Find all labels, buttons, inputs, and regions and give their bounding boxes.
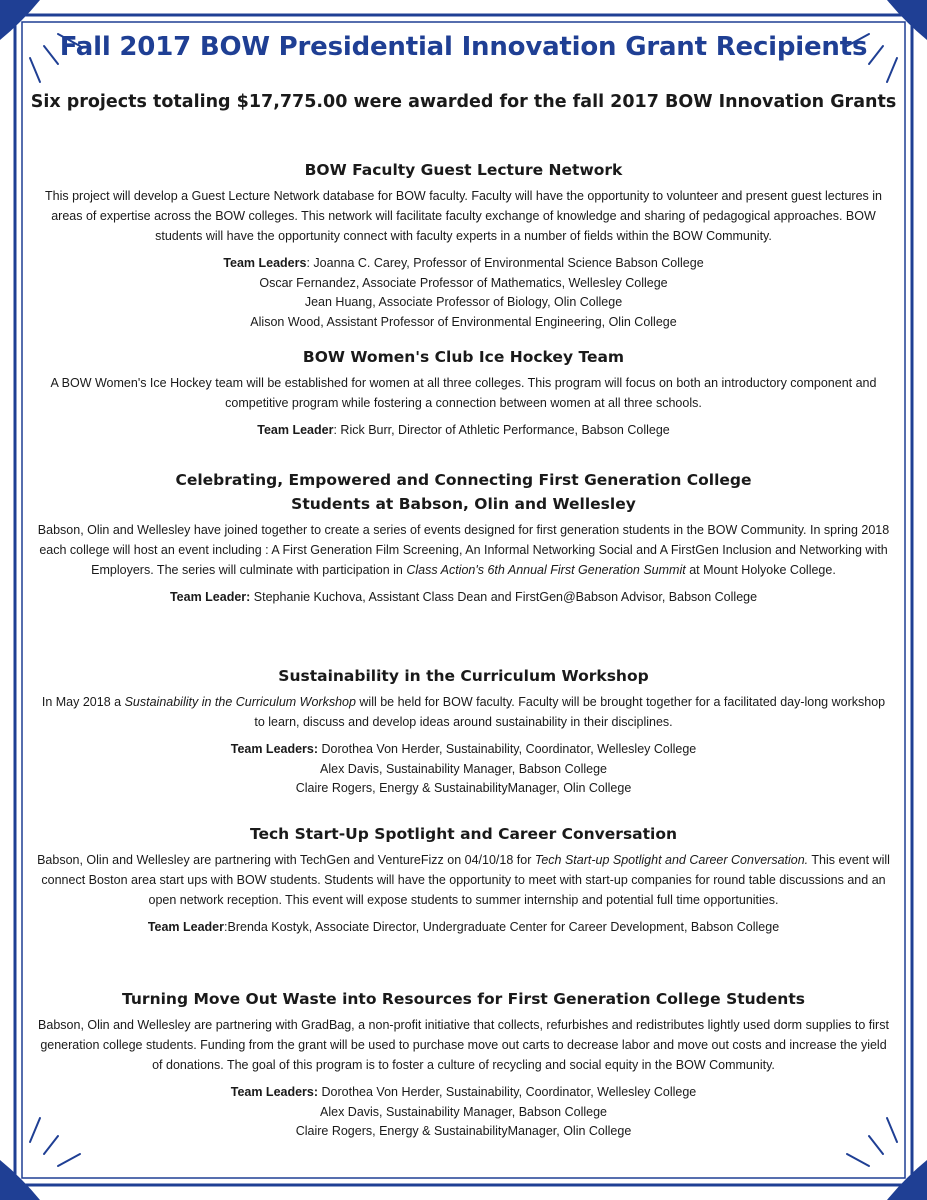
team-member: Oscar Fernandez, Associate Professor of Mathematics, Wellesley College <box>259 275 668 290</box>
project-guest-lecture-network <box>36 158 891 332</box>
corner-ornament-bottom-left <box>0 1160 40 1200</box>
team-label: Team Leader: <box>169 590 251 604</box>
team-member: : Joanna C. Carey, Professor of Environmental Science Babson College <box>306 256 704 270</box>
project-description: Babson, Olin and Wellesley are partnering with TechGen and VentureFizz on 04/10/18 for Tech Start-up Spotlight and Career Conversation. This event will connect Boston area start ups with BOW students. Students will have the opportunity to meet with start-up companies for round table discussions and an open network reception. This event will expose students to summer internship and potential full time opportunities. <box>37 853 890 907</box>
project-description: In May 2018 a Sustainability in the Curriculum Workshop will be held for BOW faculty. Faculty will be brought together for a facilitated day-long workshop to learn, discuss and develop ideas around sustainability in their disciplines. <box>41 695 886 729</box>
project-description: This project will develop a Guest Lecture Network database for BOW faculty. Faculty will have the opportunity to volunteer and present guest lectures in areas of expertise across the BOW colleges. This network will facilitate faculty exchange of knowledge and sharing of pedagogical approaches. BOW students will have the opportunity connect with faculty experts in a number of fields within the BOW Community. <box>45 189 882 243</box>
project-heading-line: Students at Babson, Olin and Wellesley <box>291 495 636 513</box>
project-heading: BOW Faculty Guest Lecture Network <box>304 161 623 179</box>
project-heading-line: Celebrating, Empowered and Connecting First Generation College <box>175 471 752 489</box>
team-label: Team Leaders <box>223 256 307 270</box>
project-move-out-waste <box>36 987 891 1142</box>
team-member: Alex Davis, Sustainability Manager, Babson College <box>320 761 607 776</box>
team-member: Claire Rogers, Energy & SustainabilityManager, Olin College <box>295 781 632 795</box>
team-label: Team Leaders: <box>230 1085 319 1099</box>
team-member: Alison Wood, Assistant Professor of Environmental Engineering, Olin College <box>250 314 677 329</box>
project-first-generation <box>36 468 891 608</box>
page-title: Fall 2017 BOW Presidential Innovation Grant Recipients <box>59 32 868 62</box>
project-sustainability-workshop <box>36 664 891 799</box>
project-team <box>36 421 891 441</box>
team-member: Jean Huang, Associate Professor of Biology, Olin College <box>304 295 623 309</box>
project-tech-startup-spotlight <box>36 822 891 938</box>
project-heading: Turning Move Out Waste into Resources for First Generation College Students <box>122 990 805 1008</box>
team-member: Dorothea Von Herder, Sustainability, Coordinator, Wellesley College <box>318 1085 697 1099</box>
project-team <box>36 740 891 799</box>
project-team <box>36 918 891 938</box>
project-heading: Tech Start-Up Spotlight and Career Conversation <box>249 825 678 843</box>
team-member: : Rick Burr, Director of Athletic Performance, Babson College <box>333 423 670 437</box>
team-label: Team Leader <box>147 920 225 934</box>
team-label: Team Leader <box>257 423 334 437</box>
team-member: :Brenda Kostyk, Associate Director, Undergraduate Center for Career Development, Babson College <box>224 920 780 934</box>
project-heading: Sustainability in the Curriculum Workshop <box>278 667 649 685</box>
project-description: Babson, Olin and Wellesley are partnering with GradBag, a non-profit initiative that collects, refurbishes and redistributes lightly used dorm supplies to first generation college students. Funding from the grant will be used to purchase move out carts to decrease labor and move out costs and increase the yield of donations. The goal of this program is to foster a culture of recycling and social equity in the BOW Community. <box>38 1018 889 1072</box>
team-member: Dorothea Von Herder, Sustainability, Coordinator, Wellesley College <box>318 742 697 756</box>
page-subtitle: Six projects totaling $17,775.00 were awarded for the fall 2017 BOW Innovation Grants <box>30 92 897 112</box>
team-member: Alex Davis, Sustainability Manager, Babson College <box>320 1104 607 1119</box>
team-member: Claire Rogers, Energy & SustainabilityManager, Olin College <box>295 1124 632 1138</box>
project-team <box>36 1083 891 1142</box>
project-description: Babson, Olin and Wellesley have joined together to create a series of events designed for first generation students in the BOW Community. In spring 2018 each college will host an event including : A First Generation Film Screening, An Informal Networking Social and A FirstGen Inclusion and Networking with Employers. The series will culminate with participation in Class Action's 6th Annual First Generation Summit at Mount Holyoke College. <box>37 523 890 577</box>
project-heading <box>36 468 891 516</box>
project-team <box>36 254 891 332</box>
corner-ornament-bottom-right <box>887 1160 927 1200</box>
project-team <box>36 588 891 608</box>
project-heading: BOW Women's Club Ice Hockey Team <box>302 348 625 366</box>
team-member: Stephanie Kuchova, Assistant Class Dean and FirstGen@Babson Advisor, Babson College <box>250 590 758 604</box>
project-description: A BOW Women's Ice Hockey team will be established for women at all three colleges. This program will focus on both an introductory component and competitive program while fostering a connection between women at all three schools. <box>50 376 877 410</box>
team-label: Team Leaders: <box>230 742 319 756</box>
project-ice-hockey-team <box>36 345 891 441</box>
